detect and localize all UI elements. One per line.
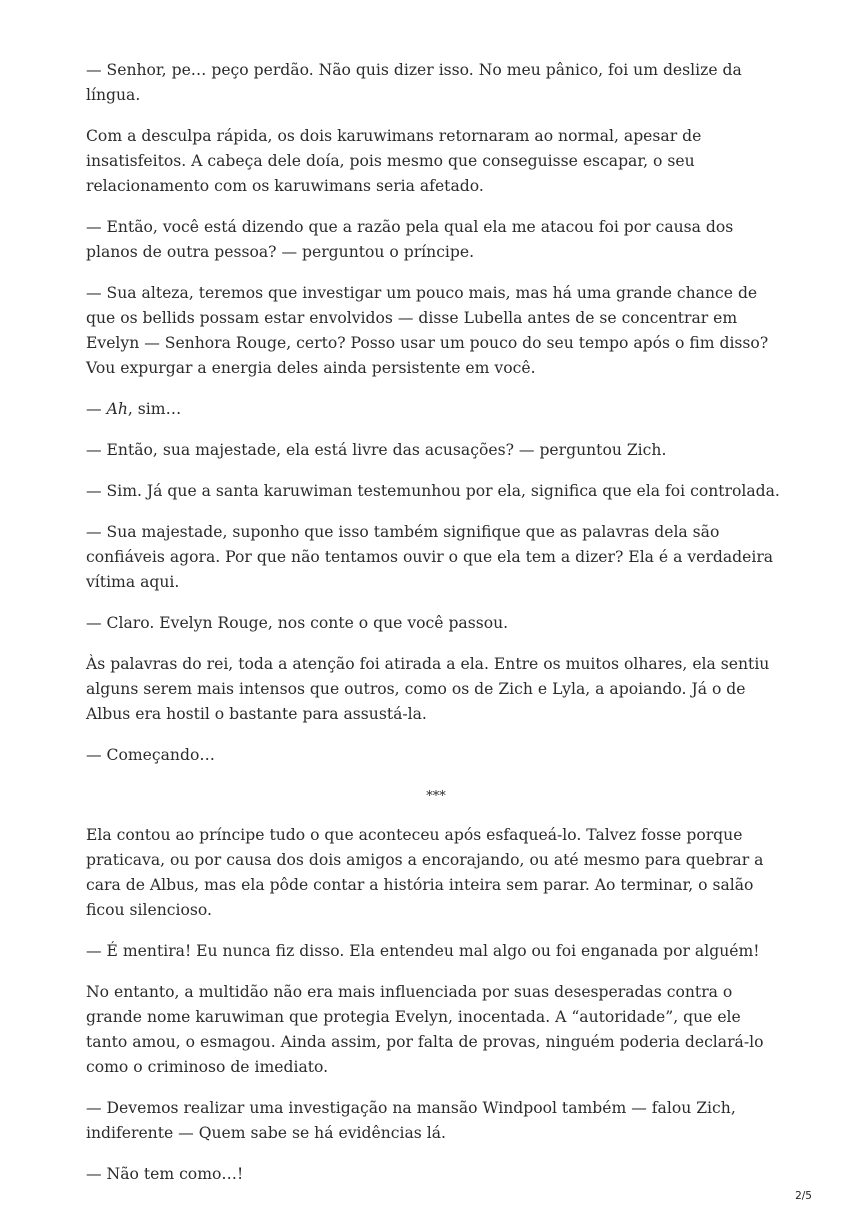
paragraph: — Claro. Evelyn Rouge, nos conte o que você passou. (86, 614, 509, 632)
paragraph: — Sua majestade, suponho que isso também signifique que as palavras dela são confiáveis agora. Por que não tentamos ouvir o que ela tem a dizer? Ela é a verdadeira vítima aqui. (86, 523, 774, 591)
paragraph-prefix: — (86, 400, 107, 418)
scene-separator: *** (426, 789, 446, 804)
paragraph: — Senhor, pe… peço perdão. Não quis dizer isso. No meu pânico, foi um deslize da língua. (86, 61, 742, 104)
paragraph: — Sim. Já que a santa karuwiman testemunhou por ela, significa que ela foi controlada. (86, 482, 780, 500)
emphasis-text: Ah (106, 400, 128, 418)
paragraph: Com a desculpa rápida, os dois karuwimans retornaram ao normal, apesar de insatisfeitos. A cabeça dele doía, pois mesmo que conseguisse escapar, o seu relacionamento com os karuwimans seria afetado. (86, 127, 702, 195)
paragraph: No entanto, a multidão não era mais influenciada por suas desesperadas contra o grande nome karuwiman que protegia Evelyn, inocentada. A “autoridade”, que ele tanto amou, o esmagou. Ainda assim, por falta de provas, ninguém poderia declará-lo como o criminoso de imediato. (86, 983, 764, 1076)
paragraph: — É mentira! Eu nunca fiz disso. Ela entendeu mal algo ou foi enganada por alguém! (86, 942, 760, 960)
paragraph: — Devemos realizar uma investigação na mansão Windpool também — falou Zich, indiferente — Quem sabe se há evidências lá. (86, 1099, 736, 1142)
paragraph: — Então, você está dizendo que a razão pela qual ela me atacou foi por causa dos planos de outra pessoa? — perguntou o príncipe. (86, 218, 734, 261)
paragraph: — Começando… (86, 746, 215, 764)
paragraph: — Então, sua majestade, ela está livre das acusações? — perguntou Zich. (86, 441, 667, 459)
paragraph: — Sua alteza, teremos que investigar um pouco mais, mas há uma grande chance de que os bellids possam estar envolvidos — disse Lubella antes de se concentrar em Evelyn — Senhora Rouge, certo? Posso usar um pouco do seu tempo após o fim disso? Vou expurgar a energia deles ainda persistente em você. (86, 284, 769, 377)
document-body (86, 58, 786, 1203)
paragraph: Às palavras do rei, toda a atenção foi atirada a ela. Entre os muitos olhares, ela sentiu alguns serem mais intensos que outros, como os de Zich e Lyla, a apoiando. Já o de Albus era hostil o bastante para assustá-la. (86, 655, 770, 723)
paragraph: Ela contou ao príncipe tudo o que aconteceu após esfaqueá-lo. Talvez fosse porque praticava, ou por causa dos dois amigos a encorajando, ou até mesmo para quebrar a cara de Albus, mas ela pôde contar a história inteira sem parar. Ao terminar, o salão ficou silencioso. (86, 826, 764, 919)
paragraph: — Não tem como…! (86, 1165, 244, 1183)
paragraph-suffix: , sim… (127, 400, 182, 418)
page-number: 2/5 (795, 1190, 812, 1202)
paragraph (86, 397, 786, 422)
